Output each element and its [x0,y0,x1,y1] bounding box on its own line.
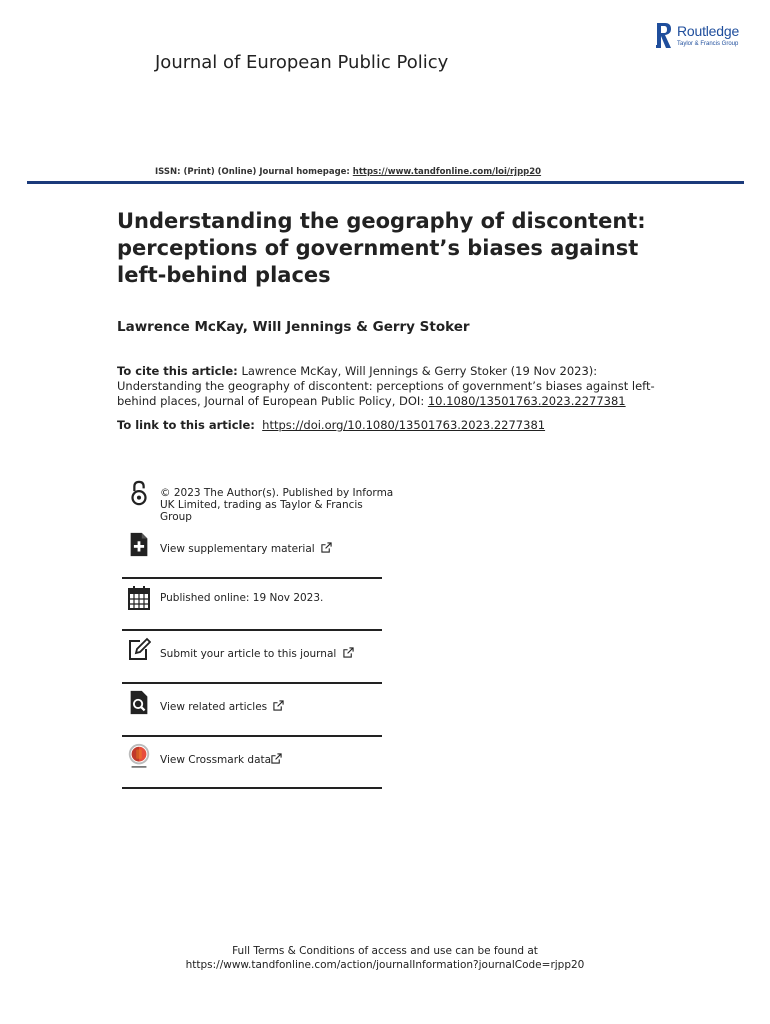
external-link-icon [343,647,354,658]
routledge-logo[interactable] [655,22,750,50]
crossmark-item[interactable] [122,743,382,783]
crossmark-icon [127,743,151,769]
citation-doi-link[interactable]: 10.1080/13501763.2023.2277381 [427,394,626,408]
journal-homepage-link[interactable]: https://www.tandfonline.com/loi/rjpp20 [352,167,542,177]
submit-article-label: Submit your article to this journal [160,648,337,660]
citation-label: To cite this article: [117,364,238,378]
external-link-icon [273,700,284,711]
issn-prefix: ISSN: (Print) (Online) Journal homepage: [155,167,353,177]
terms-footer [0,944,770,972]
supplementary-material-label: View supplementary material [160,543,315,555]
logo-name: Routledge [677,23,740,39]
article-title: Understanding the geography of discontent: perceptions of government’s biases against left-behind places [117,209,646,287]
logo-subtitle: Taylor & Francis Group [677,41,739,47]
routledge-r-icon [655,22,673,49]
footer-line-1: Full Terms & Conditions of access and use can be found at [232,945,538,957]
submit-article-item[interactable] [122,637,382,677]
calendar-icon [127,585,151,611]
external-link-icon [271,753,282,764]
supplementary-material-item[interactable] [122,532,382,572]
article-link [117,418,545,432]
footer-terms-link[interactable]: https://www.tandfonline.com/action/journalInformation?journalCode=rjpp20 [185,959,585,971]
crossmark-label: View Crossmark data [160,754,272,766]
related-articles-label: View related articles [160,701,268,713]
supplementary-file-icon [127,532,151,558]
issn-line [155,167,541,177]
edit-icon [127,637,151,663]
divider [122,735,382,737]
open-access-block [122,480,394,525]
divider [122,629,382,631]
header-rule [27,181,744,184]
open-access-icon [127,480,151,506]
divider [122,577,382,579]
citation [117,364,677,409]
journal-title: Journal of European Public Policy [155,52,449,73]
related-search-icon [127,690,151,716]
divider [122,682,382,684]
article-doi-url[interactable]: https://doi.org/10.1080/13501763.2023.2277381 [262,418,546,432]
related-articles-item[interactable] [122,690,382,730]
published-online-label: Published online: 19 Nov 2023. [160,592,324,604]
external-link-icon [321,542,332,553]
published-online-item [122,585,382,625]
link-label: To link to this article: [117,418,255,432]
divider [122,787,382,789]
open-access-text: © 2023 The Author(s). Published by Informa UK Limited, trading as Taylor & Francis Group [160,487,394,523]
article-authors: Lawrence McKay, Will Jennings & Gerry Stoker [117,319,470,335]
citation-text: Lawrence McKay, Will Jennings & Gerry Stoker (19 Nov 2023): Understanding the geography of discontent: perceptions of government’s biases against left-behind places, Journal of European Public Policy, DOI: [117,364,655,408]
